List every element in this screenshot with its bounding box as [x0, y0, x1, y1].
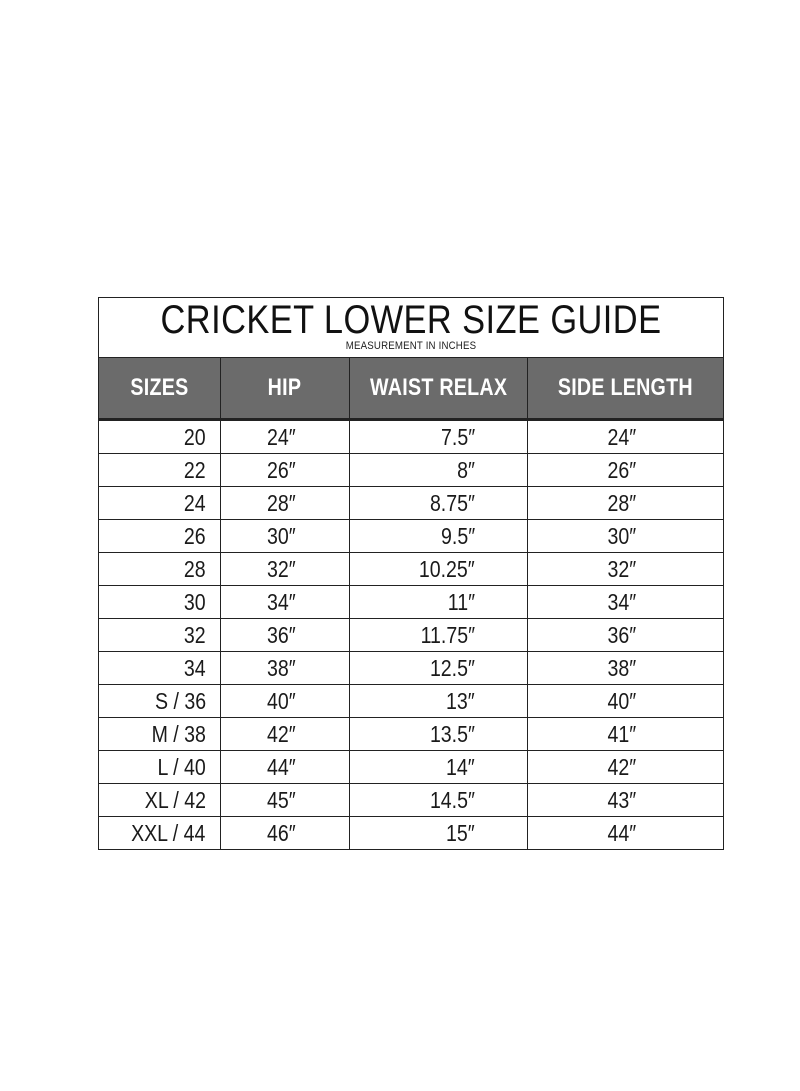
size-cell — [99, 619, 220, 652]
size-cell-value: 22 — [183, 456, 206, 483]
table-row — [99, 454, 723, 487]
side-length-cell-value: 32″ — [607, 555, 636, 582]
hip-cell — [220, 487, 349, 520]
size-cell — [99, 751, 220, 784]
size-cell-value: 20 — [183, 423, 206, 450]
column-header-waist-relax — [349, 358, 527, 420]
hip-cell — [220, 420, 349, 454]
table-row — [99, 520, 723, 553]
page-title: CRICKET LOWER SIZE GUIDE — [160, 298, 662, 342]
table-body — [99, 420, 723, 850]
size-cell-value: L / 40 — [157, 753, 206, 780]
waist-relax-cell — [349, 652, 527, 685]
hip-cell — [220, 520, 349, 553]
side-length-cell-value: 43″ — [607, 786, 636, 813]
hip-cell — [220, 454, 349, 487]
hip-cell — [220, 586, 349, 619]
waist-relax-cell-value: 13.5″ — [430, 720, 476, 747]
side-length-cell — [528, 586, 723, 619]
column-header-sizes — [99, 358, 220, 420]
side-length-cell-value: 38″ — [607, 654, 636, 681]
size-cell-value: 26 — [183, 522, 206, 549]
waist-relax-cell-value: 8″ — [457, 456, 476, 483]
column-header-hip — [220, 358, 349, 420]
hip-cell-value: 36″ — [266, 621, 296, 648]
hip-cell — [220, 718, 349, 751]
hip-cell-value: 28″ — [266, 489, 296, 516]
size-cell-value: S / 36 — [154, 687, 206, 714]
hip-cell — [220, 751, 349, 784]
side-length-cell-value: 40″ — [607, 687, 636, 714]
table-row — [99, 586, 723, 619]
column-header-label: SIZES — [130, 374, 189, 401]
hip-cell-value: 38″ — [266, 654, 296, 681]
side-length-cell-value: 44″ — [607, 819, 636, 846]
size-cell — [99, 685, 220, 718]
hip-cell-value: 45″ — [266, 786, 296, 813]
waist-relax-cell — [349, 751, 527, 784]
table-row — [99, 751, 723, 784]
side-length-cell-value: 36″ — [607, 621, 636, 648]
waist-relax-cell — [349, 718, 527, 751]
table-row — [99, 652, 723, 685]
hip-cell-value: 32″ — [266, 555, 296, 582]
hip-cell-value: 30″ — [266, 522, 296, 549]
hip-cell-value: 46″ — [266, 819, 296, 846]
hip-cell — [220, 553, 349, 586]
size-cell-value: 30 — [183, 588, 206, 615]
waist-relax-cell-value: 14″ — [446, 753, 476, 780]
size-cell — [99, 718, 220, 751]
table-row — [99, 553, 723, 586]
size-cell — [99, 454, 220, 487]
side-length-cell — [528, 520, 723, 553]
hip-cell — [220, 685, 349, 718]
hip-cell-value: 42″ — [266, 720, 296, 747]
waist-relax-cell — [349, 586, 527, 619]
size-cell-value: M / 38 — [151, 720, 206, 747]
waist-relax-cell — [349, 685, 527, 718]
waist-relax-cell-value: 15″ — [446, 819, 476, 846]
hip-cell-value: 24″ — [266, 423, 296, 450]
side-length-cell — [528, 685, 723, 718]
hip-cell — [220, 619, 349, 652]
hip-cell-value: 34″ — [266, 588, 296, 615]
waist-relax-cell — [349, 784, 527, 817]
table-row — [99, 619, 723, 652]
column-header-side-length — [528, 358, 723, 420]
page-subtitle: MEASUREMENT IN INCHES — [345, 340, 477, 352]
table-row — [99, 718, 723, 751]
size-cell — [99, 586, 220, 619]
side-length-cell — [528, 553, 723, 586]
table-row — [99, 685, 723, 718]
waist-relax-cell-value: 8.75″ — [430, 489, 476, 516]
waist-relax-cell — [349, 520, 527, 553]
table-row — [99, 817, 723, 850]
size-cell-value: 32 — [183, 621, 206, 648]
size-cell — [99, 520, 220, 553]
table-row — [99, 784, 723, 817]
size-cell — [99, 817, 220, 850]
size-cell-value: 28 — [183, 555, 206, 582]
hip-cell — [220, 784, 349, 817]
waist-relax-cell — [349, 619, 527, 652]
size-table — [99, 358, 723, 849]
size-cell — [99, 652, 220, 685]
table-row — [99, 487, 723, 520]
waist-relax-cell — [349, 454, 527, 487]
side-length-cell-value: 28″ — [607, 489, 636, 516]
waist-relax-cell-value: 11.75″ — [420, 621, 476, 648]
header-row — [99, 358, 723, 420]
size-cell-value: 24 — [183, 489, 206, 516]
side-length-cell-value: 41″ — [607, 720, 636, 747]
side-length-cell — [528, 751, 723, 784]
waist-relax-cell-value: 9.5″ — [441, 522, 476, 549]
waist-relax-cell-value: 14.5″ — [430, 786, 476, 813]
side-length-cell-value: 30″ — [607, 522, 636, 549]
side-length-cell-value: 42″ — [607, 753, 636, 780]
side-length-cell-value: 34″ — [607, 588, 636, 615]
side-length-cell — [528, 652, 723, 685]
side-length-cell — [528, 454, 723, 487]
side-length-cell-value: 26″ — [607, 456, 636, 483]
side-length-cell — [528, 817, 723, 850]
column-header-label: HIP — [268, 374, 302, 401]
waist-relax-cell-value: 13″ — [446, 687, 476, 714]
waist-relax-cell — [349, 420, 527, 454]
waist-relax-cell — [349, 487, 527, 520]
waist-relax-cell-value: 10.25″ — [419, 555, 476, 582]
side-length-cell — [528, 420, 723, 454]
hip-cell — [220, 817, 349, 850]
side-length-cell — [528, 784, 723, 817]
waist-relax-cell — [349, 817, 527, 850]
size-cell-value: 34 — [183, 654, 206, 681]
waist-relax-cell-value: 11″ — [447, 588, 476, 615]
size-cell — [99, 487, 220, 520]
side-length-cell — [528, 619, 723, 652]
size-cell — [99, 784, 220, 817]
hip-cell-value: 40″ — [266, 687, 296, 714]
table-row — [99, 420, 723, 454]
side-length-cell — [528, 487, 723, 520]
size-cell — [99, 420, 220, 454]
hip-cell-value: 26″ — [266, 456, 296, 483]
size-guide-table-container — [98, 297, 724, 850]
side-length-cell — [528, 718, 723, 751]
column-header-label: WAIST RELAX — [369, 374, 508, 401]
waist-relax-cell — [349, 553, 527, 586]
size-cell-value: XL / 42 — [144, 786, 206, 813]
size-cell-value: XXL / 44 — [131, 819, 206, 846]
waist-relax-cell-value: 12.5″ — [430, 654, 476, 681]
side-length-cell-value: 24″ — [607, 423, 636, 450]
waist-relax-cell-value: 7.5″ — [441, 423, 476, 450]
title-block — [99, 298, 723, 358]
hip-cell — [220, 652, 349, 685]
size-cell — [99, 553, 220, 586]
column-header-label: SIDE LENGTH — [558, 374, 694, 401]
hip-cell-value: 44″ — [266, 753, 296, 780]
